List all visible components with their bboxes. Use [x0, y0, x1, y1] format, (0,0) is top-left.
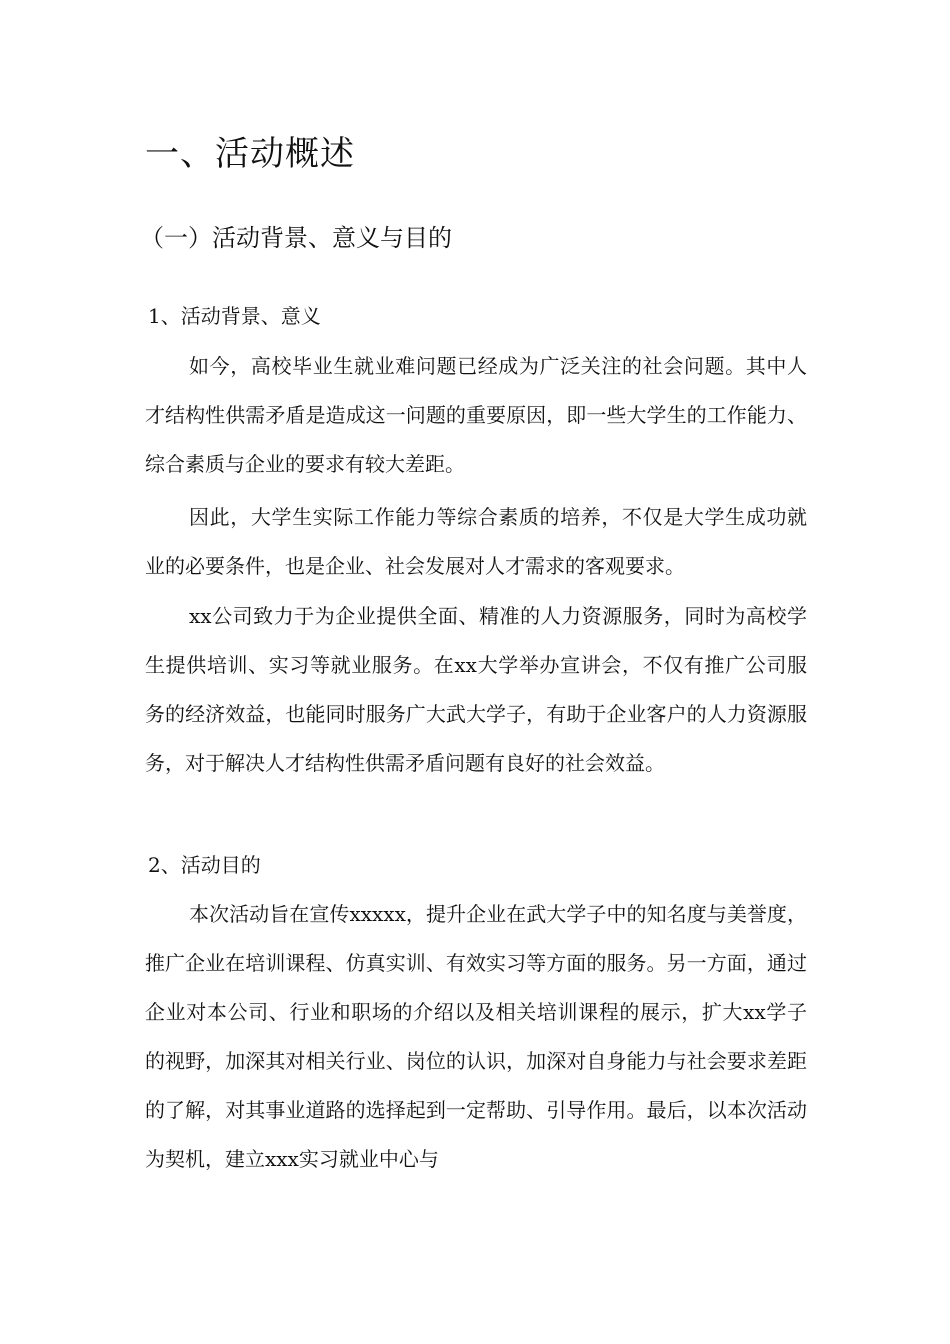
paragraph-background-3: xx公司致力于为企业提供全面、精准的人力资源服务，同时为高校学生提供培训、实习等就业服务。在xx大学举办宣讲会，不仅有推广公司服务的经济效益，也能同时服务广大武大学子，有助于企业客户的人力资源服务，对于解决人才结构性供需矛盾问题有良好的社会效益。: [145, 604, 807, 775]
section-heading: （一）活动背景、意义与目的: [140, 224, 452, 252]
subsection-title-background: 1、活动背景、意义: [148, 304, 321, 328]
paragraph-purpose-1: 本次活动旨在宣传xxxxx，提升企业在武大学子中的知名度与美誉度，推广企业在培训课程、仿真实训、有效实习等方面的服务。另一方面，通过企业对本公司、行业和职场的介绍以及相关培训课程的展示，扩大xx学子的视野，加深其对相关行业、岗位的认识，加深对自身能力与社会要求差距的了解，对其事业道路的选择起到一定帮助、引导作用。最后，以本次活动为契机，建立xxx实习就业中心与: [145, 902, 807, 1171]
paragraph-background-2: 因此，大学生实际工作能力等综合素质的培养，不仅是大学生成功就业的必要条件，也是企业、社会发展对人才需求的客观要求。: [145, 505, 807, 578]
subsection-title-purpose: 2、活动目的: [148, 853, 261, 877]
chapter-heading: 一、活动概述: [145, 134, 355, 174]
paragraph-background-1: 如今，高校毕业生就业难问题已经成为广泛关注的社会问题。其中人才结构性供需矛盾是造成这一问题的重要原因，即一些大学生的工作能力、综合素质与企业的要求有较大差距。: [145, 354, 807, 476]
